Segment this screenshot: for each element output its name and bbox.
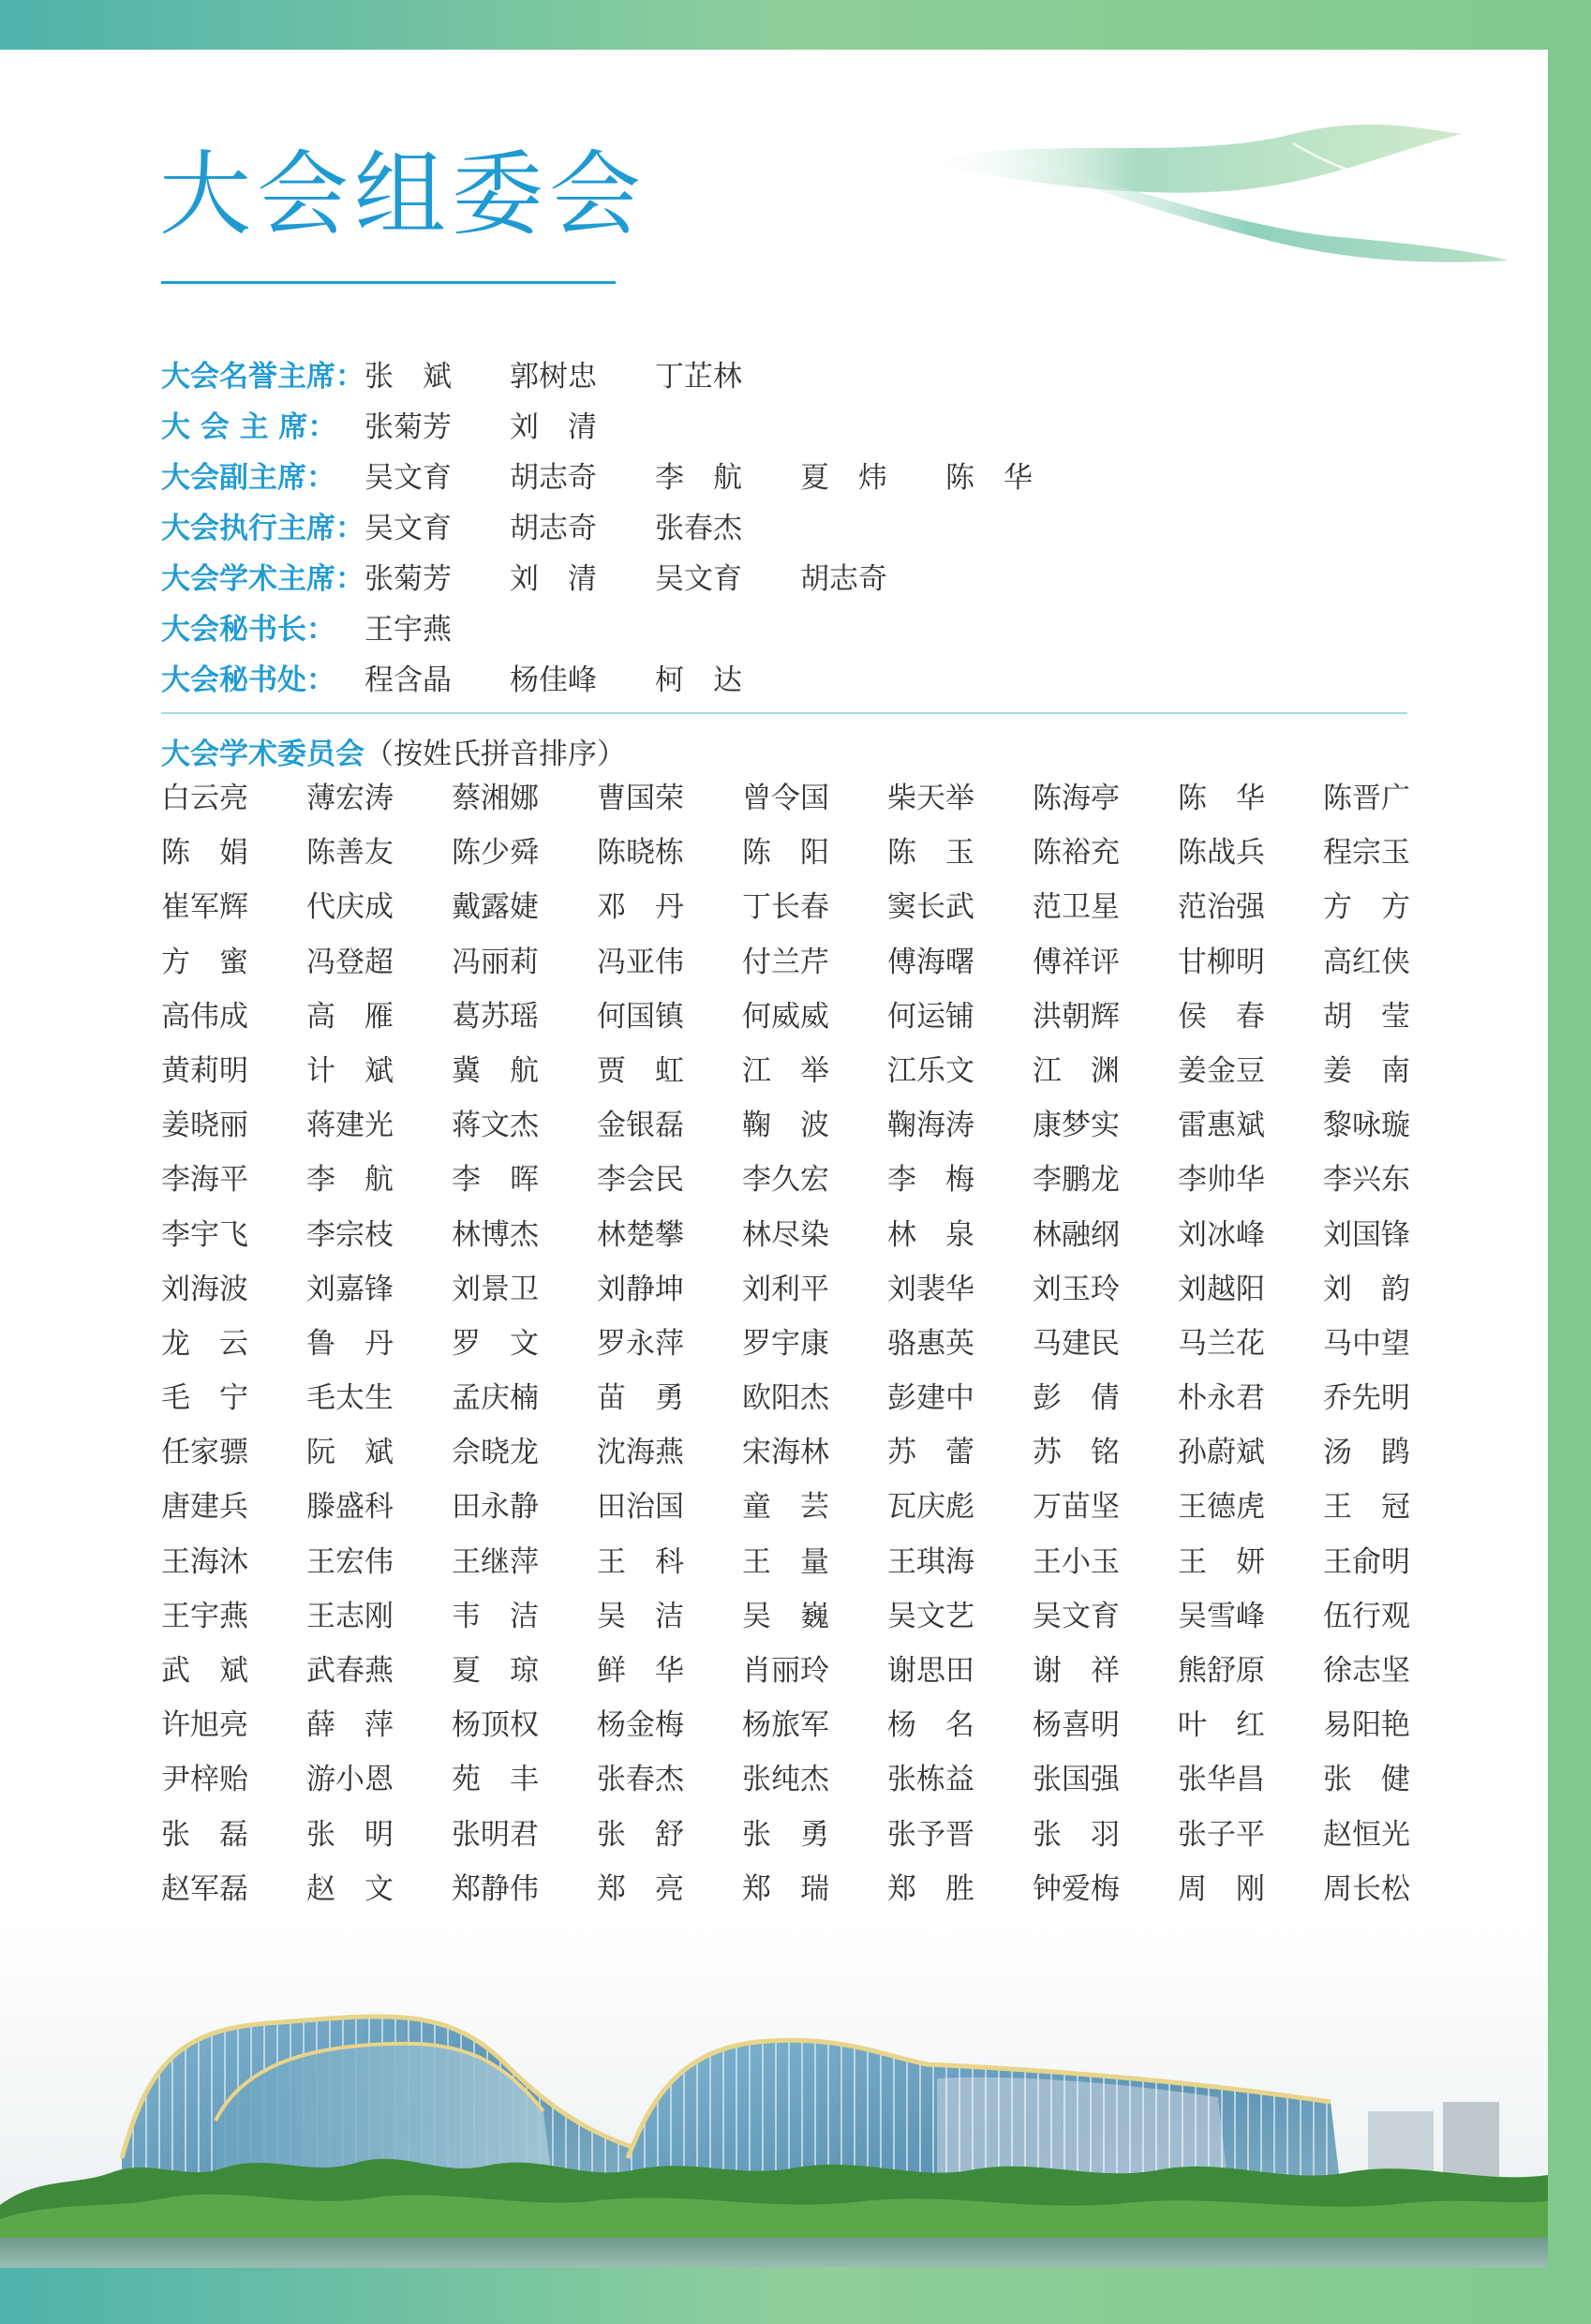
role-person-name: 杨佳峰: [510, 663, 597, 697]
role-row: [161, 651, 1091, 702]
member-name: 鲜 华: [597, 1654, 684, 1688]
role-person-name: 柯 达: [655, 663, 742, 697]
member-name: 戴露婕: [452, 890, 539, 925]
member-name: 何国镇: [597, 999, 684, 1034]
role-row: [161, 499, 1091, 550]
member-name: 刘静坤: [597, 1272, 684, 1306]
member-name: 高 雁: [306, 999, 394, 1034]
role-person-name: 丁芷林: [655, 359, 742, 394]
member-name: 杨旅军: [742, 1708, 829, 1743]
role-row: [161, 550, 1091, 601]
member-name: 刘国锋: [1323, 1217, 1410, 1252]
page: [0, 50, 1548, 2268]
member-name: 刘裴华: [887, 1272, 974, 1306]
member-name: 郑 瑞: [742, 1871, 829, 1906]
member-name: 徐志坚: [1323, 1654, 1410, 1688]
member-name: 姜晓丽: [161, 1109, 248, 1143]
member-name: 蒋文杰: [452, 1109, 539, 1143]
role-label: 大 会 主 席：: [161, 410, 337, 444]
role-person-name: 张 斌: [364, 359, 452, 394]
member-name: 李兴东: [1323, 1163, 1410, 1198]
member-name: 夏 琼: [452, 1654, 539, 1688]
member-name: 谢思田: [887, 1654, 974, 1688]
member-name: 何威威: [742, 999, 829, 1034]
member-name: 王 妍: [1178, 1544, 1265, 1579]
member-name: 毛 宁: [161, 1381, 248, 1416]
member-name: 沈海燕: [597, 1436, 684, 1470]
member-name: 葛苏瑶: [452, 999, 539, 1034]
member-name: 杨金梅: [597, 1708, 684, 1743]
member-name: 陈 阳: [742, 836, 829, 871]
member-name: 冯亚伟: [597, 945, 684, 979]
member-name: 罗永萍: [597, 1326, 684, 1361]
member-name: 苏 蕾: [887, 1436, 974, 1470]
member-name: 韦 洁: [452, 1599, 539, 1633]
role-person-name: 张菊芳: [364, 561, 452, 596]
member-name: 任家骠: [161, 1436, 248, 1470]
role-person-name: 吴文育: [364, 460, 452, 495]
member-name: 江 举: [742, 1053, 829, 1088]
member-name: 瓦庆彪: [887, 1490, 974, 1525]
academic-committee-note: （按姓氏拼音排序）: [364, 737, 626, 771]
member-name: 鞠 波: [742, 1109, 829, 1143]
member-name: 曾令国: [742, 782, 829, 815]
member-name: 邓 丹: [597, 890, 684, 925]
member-name: 林融纲: [1033, 1217, 1120, 1252]
page-title: 大会组委会: [159, 142, 647, 248]
role-person-name: 张菊芳: [364, 410, 452, 444]
member-name: 熊舒原: [1178, 1654, 1265, 1688]
member-name: 程宗玉: [1323, 836, 1410, 871]
role-row: [161, 601, 1091, 651]
member-name: 刘利平: [742, 1272, 829, 1306]
member-name: 吴文育: [1033, 1599, 1120, 1633]
member-name: 林尽染: [742, 1217, 829, 1252]
member-name: 陈晋广: [1323, 782, 1410, 815]
member-name: 童 芸: [742, 1490, 829, 1525]
member-name: 傅海曙: [887, 945, 974, 979]
member-name: 王海沐: [161, 1544, 248, 1579]
member-name: 姜 南: [1323, 1053, 1410, 1088]
member-name: 宋海林: [742, 1436, 829, 1470]
member-name: 陈 玉: [887, 836, 974, 871]
member-name: 张 羽: [1033, 1817, 1120, 1852]
member-name: 罗宇康: [742, 1326, 829, 1361]
role-names: [364, 656, 800, 698]
academic-committee-title: 大会学术委员会: [161, 737, 364, 771]
member-name: 王德虎: [1178, 1490, 1265, 1525]
member-name: 王宏伟: [306, 1544, 394, 1579]
member-name: 姜金豆: [1178, 1053, 1265, 1088]
member-name: 武 斌: [161, 1654, 248, 1688]
member-name: 陈战兵: [1178, 836, 1265, 871]
member-name: 刘嘉锋: [306, 1272, 394, 1306]
role-person-name: 郭树忠: [510, 359, 597, 394]
member-name: 张华昌: [1178, 1763, 1265, 1797]
member-name: 张 健: [1323, 1763, 1410, 1797]
member-name: 张纯杰: [742, 1763, 829, 1797]
member-name: 刘玉玲: [1033, 1272, 1120, 1306]
member-name: 刘海波: [161, 1272, 248, 1306]
member-name: 刘景卫: [452, 1272, 539, 1306]
member-name: 蒋建光: [306, 1109, 394, 1143]
member-name: 付兰芹: [742, 945, 829, 979]
member-name: 冯登超: [306, 945, 394, 979]
role-person-name: 胡志奇: [800, 561, 887, 596]
member-name: 李宇飞: [161, 1217, 248, 1252]
member-name: 李久宏: [742, 1163, 829, 1198]
member-name: 侯 春: [1178, 999, 1265, 1034]
member-name: 代庆成: [306, 890, 394, 925]
member-name: 李 梅: [887, 1163, 974, 1198]
member-name: 高红侠: [1323, 945, 1410, 979]
member-name: 王琪海: [887, 1544, 974, 1579]
member-name: 王 冠: [1323, 1490, 1410, 1525]
member-name: 黄莉明: [161, 1053, 248, 1088]
member-name: 杨顶权: [452, 1708, 539, 1743]
member-name: 杨喜明: [1033, 1708, 1120, 1743]
member-name: 陈晓栋: [597, 836, 684, 871]
member-name: 白云亮: [161, 782, 248, 815]
role-person-name: 刘 清: [510, 561, 597, 596]
member-name: 苗 勇: [597, 1381, 684, 1416]
member-name: 彭 倩: [1033, 1381, 1120, 1416]
member-name: 张明君: [452, 1817, 539, 1852]
member-name: 孟庆楠: [452, 1381, 539, 1416]
member-name: 蔡湘娜: [452, 782, 539, 815]
role-names: [364, 352, 800, 395]
member-name: 薄宏涛: [306, 782, 394, 815]
member-name: 金银磊: [597, 1109, 684, 1143]
member-name: 彭建中: [887, 1381, 974, 1416]
member-name: 郑 亮: [597, 1871, 684, 1906]
role-names: [364, 403, 655, 445]
member-name: 范卫星: [1033, 890, 1120, 925]
member-name: 吴文艺: [887, 1599, 974, 1633]
member-name: 胡 莹: [1323, 999, 1410, 1034]
member-name: 李宗枝: [306, 1217, 394, 1252]
member-name: 林博杰: [452, 1217, 539, 1252]
member-name: 伍行观: [1323, 1599, 1410, 1633]
member-name: 雷惠斌: [1178, 1109, 1265, 1143]
member-name: 王继萍: [452, 1544, 539, 1579]
member-name: 张 舒: [597, 1817, 684, 1852]
member-name: 江乐文: [887, 1053, 974, 1088]
member-name: 冯丽莉: [452, 945, 539, 979]
title-underline: [161, 281, 616, 284]
role-row: [161, 348, 1091, 398]
member-name: 马建民: [1033, 1326, 1120, 1361]
member-name: 张栋益: [887, 1763, 974, 1797]
member-name: 杨 名: [887, 1708, 974, 1743]
member-name: 王小玉: [1033, 1544, 1120, 1579]
member-name: 陈裕充: [1033, 836, 1120, 871]
member-name: 王 量: [742, 1544, 829, 1579]
member-name: 薛 萍: [306, 1708, 394, 1743]
role-names: [364, 605, 510, 648]
member-name: 汤 鹍: [1323, 1436, 1410, 1470]
leaf-decoration-icon: [900, 97, 1518, 284]
member-name: 尹梓贻: [161, 1763, 248, 1797]
roles-list: [161, 348, 1091, 702]
member-name: 张子平: [1178, 1817, 1265, 1852]
member-name: 易阳艳: [1323, 1708, 1410, 1743]
member-name: 孙蔚斌: [1178, 1436, 1265, 1470]
member-name: 田永静: [452, 1490, 539, 1525]
section-divider: [161, 712, 1407, 714]
member-name: 吴 巍: [742, 1599, 829, 1633]
member-name: 许旭亮: [161, 1708, 248, 1743]
member-name: 计 斌: [306, 1053, 394, 1088]
member-name: 范治强: [1178, 890, 1265, 925]
member-name: 李 航: [306, 1163, 394, 1198]
member-name: 苏 铭: [1033, 1436, 1120, 1470]
member-name: 张 磊: [161, 1817, 248, 1852]
member-name: 欧阳杰: [742, 1381, 829, 1416]
member-name: 钟爱梅: [1033, 1871, 1120, 1906]
member-name: 窦长武: [887, 890, 974, 925]
member-name: 张 明: [306, 1817, 394, 1852]
role-names: [364, 555, 945, 597]
member-name: 陈善友: [306, 836, 394, 871]
role-label: 大会执行主席：: [161, 511, 364, 545]
member-name: 郑 胜: [887, 1871, 974, 1906]
member-name: 赵恒光: [1323, 1817, 1410, 1852]
member-name: 唐建兵: [161, 1490, 248, 1525]
role-person-name: 吴文育: [655, 561, 742, 596]
member-name: 张国强: [1033, 1763, 1120, 1797]
role-person-name: 张春杰: [655, 511, 742, 545]
member-name: 王志刚: [306, 1599, 394, 1633]
role-person-name: 程含晶: [364, 663, 452, 697]
member-name: 何运铺: [887, 999, 974, 1034]
member-name: 朴永君: [1178, 1381, 1265, 1416]
member-name: 鲁 丹: [306, 1326, 394, 1361]
member-name: 陈 华: [1178, 782, 1265, 815]
member-name: 王俞明: [1323, 1544, 1410, 1579]
member-name: 林楚攀: [597, 1217, 684, 1252]
role-person-name: 李 航: [655, 460, 742, 495]
member-name: 佘晓龙: [452, 1436, 539, 1470]
member-name: 张春杰: [597, 1763, 684, 1797]
member-name: 阮 斌: [306, 1436, 394, 1470]
member-name: 万苗坚: [1033, 1490, 1120, 1525]
member-name: 李鹏龙: [1033, 1163, 1120, 1198]
member-name: 马兰花: [1178, 1326, 1265, 1361]
member-name: 李海平: [161, 1163, 248, 1198]
member-name: 陈少舜: [452, 836, 539, 871]
member-name: 高伟成: [161, 999, 248, 1034]
role-names: [364, 504, 800, 546]
role-person-name: 夏 炜: [800, 460, 887, 495]
member-name: 陈 娟: [161, 836, 248, 871]
member-name: 乔先明: [1323, 1381, 1410, 1416]
role-person-name: 王宇燕: [364, 612, 452, 647]
member-name: 傅祥评: [1033, 945, 1120, 979]
member-name: 鞠海涛: [887, 1109, 974, 1143]
academic-committee-heading: [161, 730, 626, 772]
member-name: 马中望: [1323, 1326, 1410, 1361]
member-name: 贾 虹: [597, 1053, 684, 1088]
member-name: 黎咏璇: [1323, 1109, 1410, 1143]
role-row: [161, 398, 1091, 449]
role-person-name: 刘 清: [510, 410, 597, 444]
member-name: 吴 洁: [597, 1599, 684, 1633]
member-name: 谢 祥: [1033, 1654, 1120, 1688]
role-label: 大会副主席：: [161, 460, 335, 495]
member-name: 丁长春: [742, 890, 829, 925]
building-photo: [0, 1924, 1548, 2268]
member-name: 甘柳明: [1178, 945, 1265, 979]
member-name: 方 方: [1323, 890, 1410, 925]
member-name: 柴天举: [887, 782, 974, 815]
member-name: 武春燕: [306, 1654, 394, 1688]
member-name: 张 勇: [742, 1817, 829, 1852]
member-name: 刘 韵: [1323, 1272, 1410, 1306]
member-name: 冀 航: [452, 1053, 539, 1088]
member-name: 刘越阳: [1178, 1272, 1265, 1306]
member-name: 李 晖: [452, 1163, 539, 1198]
role-person-name: 吴文育: [364, 511, 452, 545]
member-name: 李帅华: [1178, 1163, 1265, 1198]
member-name: 吴雪峰: [1178, 1599, 1265, 1633]
member-name: 方 蜜: [161, 945, 248, 979]
role-label: 大会学术主席：: [161, 561, 364, 596]
member-name: 张予晋: [887, 1817, 974, 1852]
member-name: 王 科: [597, 1544, 684, 1579]
member-name: 曹国荣: [597, 782, 684, 815]
member-name: 毛太生: [306, 1381, 394, 1416]
role-row: [161, 449, 1091, 499]
member-name: 洪朝辉: [1033, 999, 1120, 1034]
role-label: 大会名誉主席：: [161, 359, 364, 394]
member-name: 叶 红: [1178, 1708, 1265, 1743]
member-name: 陈海亭: [1033, 782, 1120, 815]
member-name: 林 泉: [887, 1217, 974, 1252]
member-name: 崔军辉: [161, 890, 248, 925]
member-name: 周 刚: [1178, 1871, 1265, 1906]
role-label: 大会秘书长：: [161, 612, 335, 647]
member-grid: [161, 771, 1464, 1971]
member-name: 苑 丰: [452, 1763, 539, 1797]
member-name: 康梦实: [1033, 1109, 1120, 1143]
member-name: 郑静伟: [452, 1871, 539, 1906]
member-name: 王宇燕: [161, 1599, 248, 1633]
role-person-name: 陈 华: [945, 460, 1033, 495]
role-person-name: 胡志奇: [510, 460, 597, 495]
role-names: [364, 454, 1091, 496]
member-name: 赵 文: [306, 1871, 394, 1906]
member-name: 罗 文: [452, 1326, 539, 1361]
role-label: 大会秘书处：: [161, 663, 335, 697]
member-name: 滕盛科: [306, 1490, 394, 1525]
member-name: 赵军磊: [161, 1871, 248, 1906]
member-name: 刘冰峰: [1178, 1217, 1265, 1252]
member-name: 游小恩: [306, 1763, 394, 1797]
member-name: 李会民: [597, 1163, 684, 1198]
member-name: 江 渊: [1033, 1053, 1120, 1088]
member-name: 肖丽玲: [742, 1654, 829, 1688]
member-name: 田治国: [597, 1490, 684, 1525]
member-name: 骆惠英: [887, 1326, 974, 1361]
member-name: 周长松: [1323, 1871, 1410, 1906]
member-name: 龙 云: [161, 1326, 248, 1361]
role-person-name: 胡志奇: [510, 511, 597, 545]
